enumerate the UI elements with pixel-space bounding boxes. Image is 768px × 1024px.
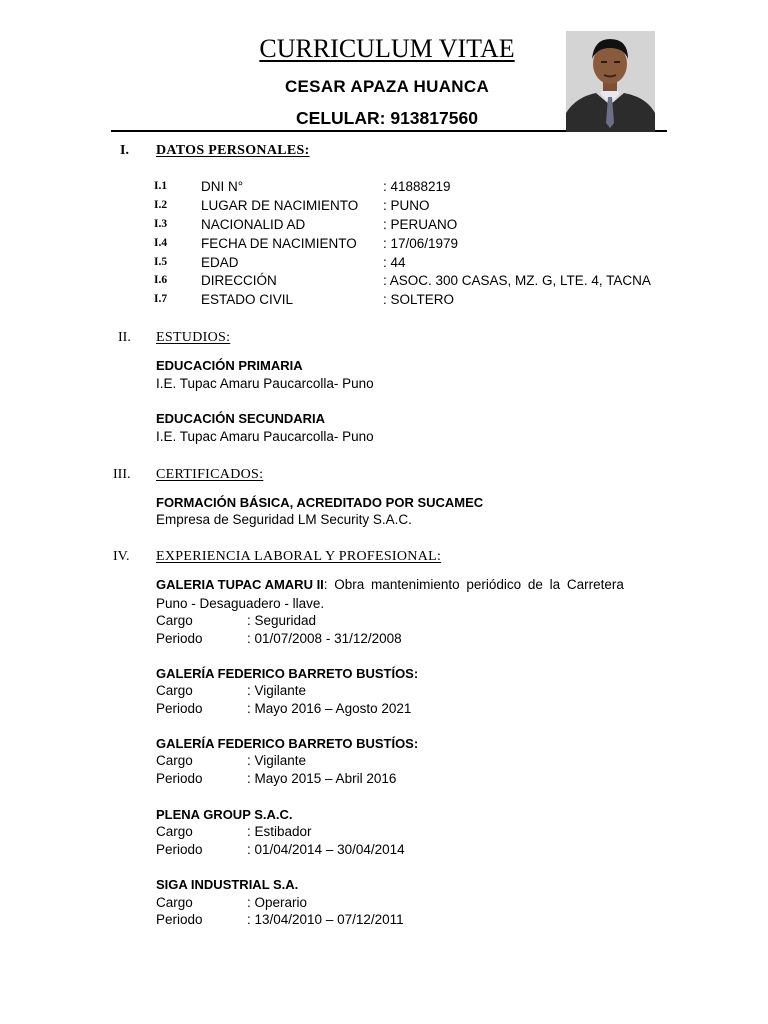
row-number: I.2: [154, 199, 168, 211]
row-value: : 41888219: [383, 179, 451, 194]
job-company: GALERÍA FEDERICO BARRETO BUSTÍOS:: [156, 666, 419, 681]
row-label: DNI N°: [201, 179, 244, 194]
section-number-studies: II.: [118, 330, 131, 345]
row-value: : 17/06/1979: [383, 236, 459, 251]
secondary-education-heading: EDUCACIÓN SECUNDARIA: [156, 411, 326, 426]
row-number: I.4: [154, 237, 168, 249]
phone-number: 913817560: [390, 108, 478, 128]
job-company: GALERIA TUPAC AMARU II: [156, 577, 324, 592]
cargo-value: : Estibador: [247, 824, 312, 839]
row-label: EDAD: [201, 255, 239, 270]
job-description-cont: Puno - Desaguadero - llave.: [156, 596, 325, 611]
row-value: : PUNO: [383, 198, 430, 213]
cargo-value: : Vigilante: [247, 683, 307, 698]
job-company: SIGA INDUSTRIAL S.A.: [156, 877, 299, 892]
periodo-label: Periodo: [156, 771, 203, 786]
section-title-studies: ESTUDIOS:: [156, 330, 231, 345]
row-label: DIRECCIÓN: [201, 273, 277, 288]
row-value: : ASOC. 300 CASAS, MZ. G, LTE. 4, TACNA: [383, 273, 651, 288]
person-name: CESAR APAZA HUANCA: [284, 77, 490, 96]
periodo-value: : Mayo 2015 – Abril 2016: [247, 771, 397, 786]
cargo-label: Cargo: [156, 895, 193, 910]
periodo-value: : 13/04/2010 – 07/12/2011: [247, 912, 404, 927]
job-description: : Obra mantenimiento periódico de la Carretera: [323, 577, 624, 592]
row-label: LUGAR DE NACIMIENTO: [201, 198, 359, 213]
phone-line: [232, 108, 542, 129]
job-heading: [156, 577, 624, 592]
row-label: ESTADO CIVIL: [201, 292, 294, 307]
certificate-heading: FORMACIÓN BÁSICA, ACREDITADO POR SUCAMEC: [156, 495, 484, 510]
row-label: FECHA DE NACIMIENTO: [201, 236, 357, 251]
row-number: I.7: [154, 293, 168, 305]
secondary-school: I.E. Tupac Amaru Paucarcolla- Puno: [156, 429, 374, 444]
cargo-label: Cargo: [156, 753, 193, 768]
row-number: I.1: [154, 180, 168, 192]
row-value: : 44: [383, 255, 406, 270]
certificate-org: Empresa de Seguridad LM Security S.A.C.: [156, 512, 412, 527]
primary-school: I.E. Tupac Amaru Paucarcolla- Puno: [156, 376, 374, 391]
portrait-photo: [566, 31, 655, 132]
cargo-value: : Vigilante: [247, 753, 307, 768]
row-number: I.5: [154, 256, 168, 268]
row-value: : SOLTERO: [383, 292, 455, 307]
periodo-label: Periodo: [156, 842, 203, 857]
row-value: : PERUANO: [383, 217, 458, 232]
row-number: I.3: [154, 218, 168, 230]
phone-label: CELULAR:: [296, 108, 386, 128]
row-number: I.6: [154, 274, 168, 286]
section-title-certificates: CERTIFICADOS:: [156, 467, 264, 482]
section-number-personal: I.: [120, 143, 129, 158]
cargo-label: Cargo: [156, 824, 193, 839]
periodo-value: : 01/04/2014 – 30/04/2014: [247, 842, 405, 857]
document-title: CURRICULUM VITAE: [259, 34, 515, 63]
section-title-personal: DATOS PERSONALES:: [156, 143, 310, 158]
section-number-certificates: III.: [113, 467, 131, 482]
row-label: NACIONALID AD: [201, 217, 306, 232]
section-number-experience: IV.: [113, 549, 130, 564]
cargo-label: Cargo: [156, 683, 193, 698]
cargo-value: : Seguridad: [247, 613, 317, 628]
periodo-value: : Mayo 2016 – Agosto 2021: [247, 701, 412, 716]
job-company: PLENA GROUP S.A.C.: [156, 807, 293, 822]
periodo-label: Periodo: [156, 912, 203, 927]
periodo-label: Periodo: [156, 701, 203, 716]
cargo-label: Cargo: [156, 613, 193, 628]
periodo-label: Periodo: [156, 631, 203, 646]
cargo-value: : Operario: [247, 895, 308, 910]
periodo-value: : 01/07/2008 - 31/12/2008: [247, 631, 402, 646]
section-title-experience: EXPERIENCIA LABORAL Y PROFESIONAL:: [156, 549, 442, 564]
job-company: GALERÍA FEDERICO BARRETO BUSTÍOS:: [156, 736, 419, 751]
primary-education-heading: EDUCACIÓN PRIMARIA: [156, 358, 303, 373]
